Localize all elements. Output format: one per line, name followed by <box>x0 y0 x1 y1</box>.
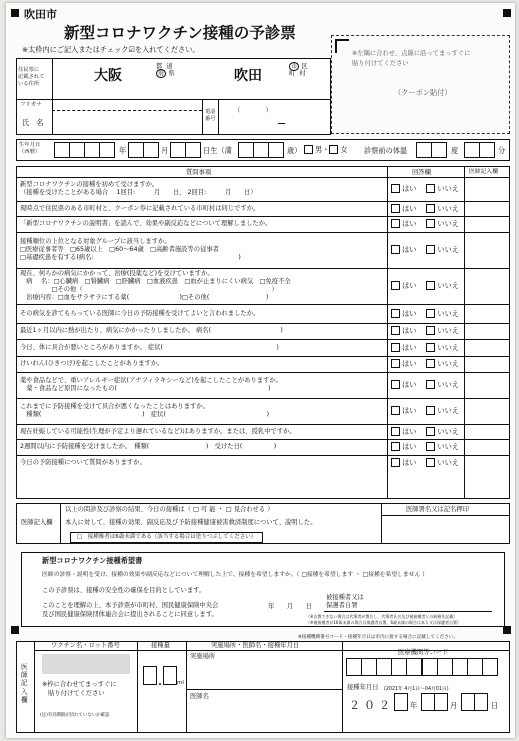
answer-options <box>391 458 459 467</box>
no-label: いいえ <box>437 308 459 318</box>
col-place: 実施場所・医師名・接種年月日 <box>211 642 300 649</box>
yes-checkbox[interactable] <box>391 326 400 335</box>
question-line: けいれん(ひきつけ)を起こしたことがありますか。 <box>20 360 164 367</box>
corner-mark <box>503 626 511 634</box>
question-line: 「新型コロナワクチンの説明書」を読んで、効果や副反応などについて理解しましたか。 <box>20 220 272 227</box>
city-name: 吹田市 <box>24 8 57 21</box>
answer-options <box>391 204 459 213</box>
question-line: （接種を受けたことがある場合 1回目: 月 日、 2回目: 月 日） <box>20 189 257 196</box>
yes-checkbox[interactable] <box>391 245 400 254</box>
no-checkbox[interactable] <box>426 380 435 389</box>
question-text <box>20 238 241 262</box>
no-label: いいえ <box>437 359 459 368</box>
no-checkbox[interactable] <box>426 359 435 368</box>
no-checkbox[interactable] <box>426 184 435 193</box>
age-suffix: 歳） <box>287 146 302 155</box>
yes-label: はい <box>402 457 417 467</box>
yes-checkbox[interactable] <box>391 219 400 228</box>
minute-label: 分 <box>498 146 506 155</box>
question-row <box>16 304 510 323</box>
decimal-dot <box>159 683 161 685</box>
record-year-label: 年 <box>410 701 418 710</box>
temp-fraction-cell[interactable] <box>464 142 494 158</box>
answer-options <box>391 219 459 228</box>
question-text <box>20 344 279 352</box>
question-text <box>20 205 259 213</box>
no-label: いいえ <box>437 326 459 335</box>
question-row <box>16 372 510 398</box>
record-side-label: 医師記入欄 <box>21 663 28 704</box>
col-doctor: 医師記入欄 <box>469 169 498 175</box>
code-cell[interactable] <box>452 658 468 676</box>
yes-label: はい <box>402 406 417 415</box>
degree-label: 度 <box>451 146 459 155</box>
question-text <box>20 377 282 393</box>
code-cell[interactable] <box>376 658 392 676</box>
coupon-area <box>331 35 510 134</box>
col-answer: 回答欄 <box>412 169 431 176</box>
city-suffix: 市 区 町 村 <box>289 63 308 78</box>
question-row <box>16 232 510 268</box>
question-line: 新型コロナワクチンの接種を初めて受けますか。 <box>20 181 159 188</box>
prefecture-suffix: 都 道 府 県 <box>156 63 175 78</box>
lot-sticker-area <box>42 654 130 674</box>
answer-options <box>391 281 459 290</box>
code-label: 医療機関等コード <box>398 649 449 656</box>
age-cells[interactable] <box>238 142 283 158</box>
no-label: いいえ <box>437 442 459 451</box>
question-text <box>20 403 269 419</box>
amount-decimal-cell[interactable] <box>163 666 176 685</box>
coupon-label: （クーポン貼付） <box>394 88 452 97</box>
yes-checkbox[interactable] <box>391 442 400 451</box>
doctor-name-label: 医師名 <box>190 693 209 700</box>
coupon-corner-icon <box>335 39 349 53</box>
question-row <box>16 201 510 216</box>
question-row <box>16 424 510 439</box>
phone-label: 電話 番号 <box>205 109 216 122</box>
answer-options <box>391 309 459 318</box>
question-row <box>16 398 510 424</box>
answer-options <box>391 427 459 436</box>
col-amount: 接種量 <box>151 642 170 649</box>
corner-mark <box>11 9 19 17</box>
record-month-cells[interactable] <box>421 693 447 711</box>
question-text <box>20 428 296 436</box>
instruction-text: ※太枠内にご記入またはチェック☑を入れてください。 <box>22 45 200 54</box>
doctor-explained: 本人に対して、接種の効果、副反応及び予防接種健康被害救済制度について、説明した。 <box>65 519 317 526</box>
no-label: いいえ <box>437 426 459 436</box>
city-value[interactable]: 吹田 <box>234 68 262 84</box>
question-row <box>16 323 510 339</box>
question-row <box>16 439 510 455</box>
yes-label: はい <box>402 281 417 290</box>
question-line: その病気を診てもらっている医師に今日の予防接種を受けてよいと言われましたか。 <box>20 309 260 317</box>
col-question: 質問事項 <box>186 169 212 176</box>
answer-options <box>391 380 459 389</box>
birth-month-cells[interactable] <box>128 142 158 158</box>
sex-select[interactable]: 男・ 女 <box>304 145 348 154</box>
month-label: 月 <box>161 146 169 155</box>
no-checkbox[interactable] <box>426 427 435 436</box>
question-line: 今日の予防接種について質問がありますか。 <box>20 458 146 466</box>
footnote-1: （※自署できない場合は代筆者が署名し、代筆者氏名及び被接種者との続柄を記載） <box>306 614 458 619</box>
question-line: 接種順位の上位となる対象グループに該当しますか。 <box>20 238 171 245</box>
no-label: いいえ <box>437 342 459 352</box>
no-checkbox[interactable] <box>426 458 435 467</box>
code-cell[interactable] <box>437 658 453 676</box>
no-checkbox[interactable] <box>426 219 435 228</box>
phone-field[interactable]: （ ） <box>234 107 272 114</box>
male-checkbox[interactable] <box>304 145 313 154</box>
answer-options <box>391 326 459 335</box>
signer-label: 被接種者又は 保護者自署 <box>326 594 364 610</box>
yes-checkbox[interactable] <box>391 380 400 389</box>
amount-cells[interactable] <box>143 666 156 685</box>
record-year-cell[interactable] <box>394 693 407 711</box>
answer-options <box>391 343 459 352</box>
record-day-cells[interactable] <box>461 693 487 711</box>
yes-label: はい <box>402 203 417 213</box>
question-line: □基礎疾患を有する(病名: ) <box>20 254 241 261</box>
corner-mark <box>11 626 19 634</box>
answer-options <box>391 442 459 451</box>
yes-checkbox[interactable] <box>391 281 400 290</box>
yes-label: はい <box>402 380 417 389</box>
answer-options <box>391 184 459 193</box>
birth-label: 生年月日 （西暦） <box>19 142 41 155</box>
yes-checkbox[interactable] <box>391 427 400 436</box>
question-line: 病 名：□心臓病 □腎臓病 □肝臓病 □血液疾患 □血が止まりにくい病気 □免疫不全 <box>20 278 291 285</box>
consent-purpose: この予診票は、接種の安全性の確保を目的としています。 <box>42 587 206 594</box>
female-checkbox[interactable] <box>329 145 338 154</box>
bottom-top-note: ※接種機関番号コード・接種年月日は市内に接する場合に記載してください。 <box>298 635 459 640</box>
no-label: いいえ <box>437 203 459 213</box>
expiry-note: (注)有効期限が切れていないか確認 <box>40 713 110 718</box>
birth-day-cells[interactable] <box>170 142 200 158</box>
yes-checkbox[interactable] <box>391 184 400 193</box>
signature-label: 医師署名又は記名押印 <box>406 506 469 513</box>
no-checkbox[interactable] <box>426 343 435 352</box>
question-line: 2週間以内に予防接種を受けましたか。 種類( ) 受けた日( ) <box>20 443 277 450</box>
consent-title: 新型コロナワクチン接種希望書 <box>42 556 143 565</box>
yes-label: はい <box>402 359 417 368</box>
yes-label: はい <box>402 426 417 436</box>
yes-checkbox[interactable] <box>391 406 400 415</box>
code-cell[interactable] <box>346 658 362 676</box>
footnote-2: （※被接種者が16歳未満の場合は保護者自署、6歳未満の場合は本人又は保護者自署） <box>306 620 461 625</box>
code-cell[interactable] <box>361 658 377 676</box>
yes-label: はい <box>402 184 417 193</box>
consent-agree-2: 及び国民健康保険団体連合会に提出されることに同意します。 <box>42 611 218 618</box>
address-label: 住民票に 記載されて いる住所 <box>18 67 45 87</box>
question-line: 最近1ヶ月以内に熱が出たり、病気にかかったりしましたか。 病名( ) <box>20 327 283 334</box>
code-cell[interactable] <box>467 658 483 676</box>
question-line: これまでに予防接種を受けて具合が悪くなったことはありますか。 <box>20 403 209 410</box>
day-age-label: 日生（満 <box>203 146 232 155</box>
coupon-note-2: 貼り付けてください <box>352 60 409 67</box>
question-text <box>20 459 146 467</box>
consent-date[interactable]: 年 月 日 <box>268 603 313 610</box>
yes-label: はい <box>402 342 417 352</box>
consent-question[interactable]: 医師の診察・説明を受け、接種の効果や副反応などについて理解した上で、接種を希望しますか。（ □接種を希望します ・ □接種を希望しません ） <box>42 572 428 578</box>
vaccination-form-sheet <box>6 3 515 738</box>
no-label: いいえ <box>437 380 459 389</box>
answer-options <box>391 406 459 415</box>
answer-options <box>391 359 459 368</box>
furigana-label: フリガナ <box>20 102 42 108</box>
no-checkbox[interactable] <box>426 281 435 290</box>
no-label: いいえ <box>437 219 459 228</box>
coupon-note: ※左隅に合わせ、点線に沿ってまっすぐに <box>352 50 471 57</box>
no-checkbox[interactable] <box>426 245 435 254</box>
yes-label: はい <box>402 219 417 228</box>
question-text <box>20 310 259 318</box>
page-title: 新型コロナワクチン接種の予診票 <box>64 24 296 42</box>
question-text <box>20 220 271 228</box>
question-row <box>16 268 510 304</box>
question-line: 今日、体に具合が悪いところがありますか。 症状( ) <box>20 343 279 351</box>
consent-agree-1: このことを理解の上、本予診票が市町村、国民健康保険中央会 <box>42 602 219 609</box>
question-row <box>16 177 510 201</box>
year-label: 年 <box>119 146 127 155</box>
no-label: いいえ <box>437 184 459 193</box>
no-label: いいえ <box>437 281 459 290</box>
question-line: 薬や食品などで、重いアレルギー症状(アナフィラキシーなど)を起こしたことがありますか。 <box>20 377 282 384</box>
no-checkbox[interactable] <box>426 406 435 415</box>
no-label: いいえ <box>437 406 459 415</box>
yes-checkbox[interactable] <box>391 204 400 213</box>
institution-code-cells[interactable] <box>346 658 497 676</box>
place-label: 実施場所 <box>190 653 216 660</box>
question-line: 種類( ) 症状( ) <box>20 411 270 418</box>
no-checkbox[interactable] <box>426 326 435 335</box>
question-line: 薬・食品など原因になったもの( ) <box>20 385 271 392</box>
temp-degree-cells[interactable] <box>416 142 446 158</box>
yes-label: はい <box>402 442 417 451</box>
question-row <box>16 339 510 356</box>
question-text <box>20 181 257 197</box>
record-month-label: 月 <box>450 701 458 710</box>
yes-label: はい <box>402 308 417 318</box>
question-line: 治療内容：□血をサラサラにする薬( )□その他( ) <box>20 294 269 301</box>
code-cell[interactable] <box>422 658 438 676</box>
date-note: (2021年 4月1日〜04月01日) <box>384 687 449 692</box>
birth-year-cells[interactable] <box>54 142 114 158</box>
question-row <box>16 455 510 470</box>
record-day-label: 日 <box>491 701 499 710</box>
no-checkbox[interactable] <box>426 442 435 451</box>
phone-dash <box>278 123 285 124</box>
no-checkbox[interactable] <box>426 204 435 213</box>
question-text <box>20 270 291 302</box>
ml-unit: ml <box>177 680 184 686</box>
temperature-label: 診察前の体温 <box>364 146 408 155</box>
col-lot: ワクチン名・ロット番号 <box>51 642 120 649</box>
prefecture-value[interactable]: 大阪 <box>94 68 122 84</box>
question-text <box>20 327 283 335</box>
yes-label: はい <box>402 245 417 254</box>
yes-checkbox[interactable] <box>391 309 400 318</box>
no-label: いいえ <box>437 245 459 254</box>
sticker-note: ※枠に合わせてまっすぐに <box>42 681 117 688</box>
question-line: 現在妊娠している可能性(生理が予定より遅れているなど)はありますか。または、授乳中ですか。 <box>20 427 296 435</box>
yes-label: はい <box>402 326 417 335</box>
question-line: 現時点で住民票のある市町村と、クーポン券に記載されている市町村は同じですか。 <box>20 204 260 212</box>
question-row <box>16 216 510 232</box>
question-row <box>16 356 510 372</box>
date-label: 接種年月日 <box>347 684 379 691</box>
no-label: いいえ <box>437 457 459 467</box>
under-six-note[interactable]: □ 接種権者は6歳未満である（該当する場合は塗りつぶしてください） <box>70 532 263 543</box>
doctor-section-label: 医師記入欄 <box>21 519 53 526</box>
yes-checkbox[interactable] <box>391 359 400 368</box>
yes-checkbox[interactable] <box>391 343 400 352</box>
code-cell[interactable] <box>406 658 422 676</box>
question-line: □医療従事者等 □65歳以上 □60〜64歳 □高齢者施設等の従事者 <box>20 246 219 253</box>
code-cell[interactable] <box>482 658 498 676</box>
question-text <box>20 360 163 368</box>
doctor-judgement: 以上の問診及び診察の結果、今日の接種は（ □ 可 能 ・ □ 見合わせる ） <box>65 506 274 513</box>
no-checkbox[interactable] <box>426 309 435 318</box>
question-text <box>20 443 276 451</box>
corner-mark <box>503 9 511 17</box>
answer-options <box>391 245 459 254</box>
yes-checkbox[interactable] <box>391 458 400 467</box>
question-line: 現在、何らかの病気にかかって、治療(投薬など)を受けていますか。 <box>20 270 214 277</box>
name-label: 氏 名 <box>22 118 44 127</box>
year-prefix: ２０２ <box>349 699 394 712</box>
sticker-note-2: 貼り付けてください <box>48 690 105 697</box>
question-line: □その他（ ） <box>20 286 278 293</box>
code-cell[interactable] <box>391 658 407 676</box>
